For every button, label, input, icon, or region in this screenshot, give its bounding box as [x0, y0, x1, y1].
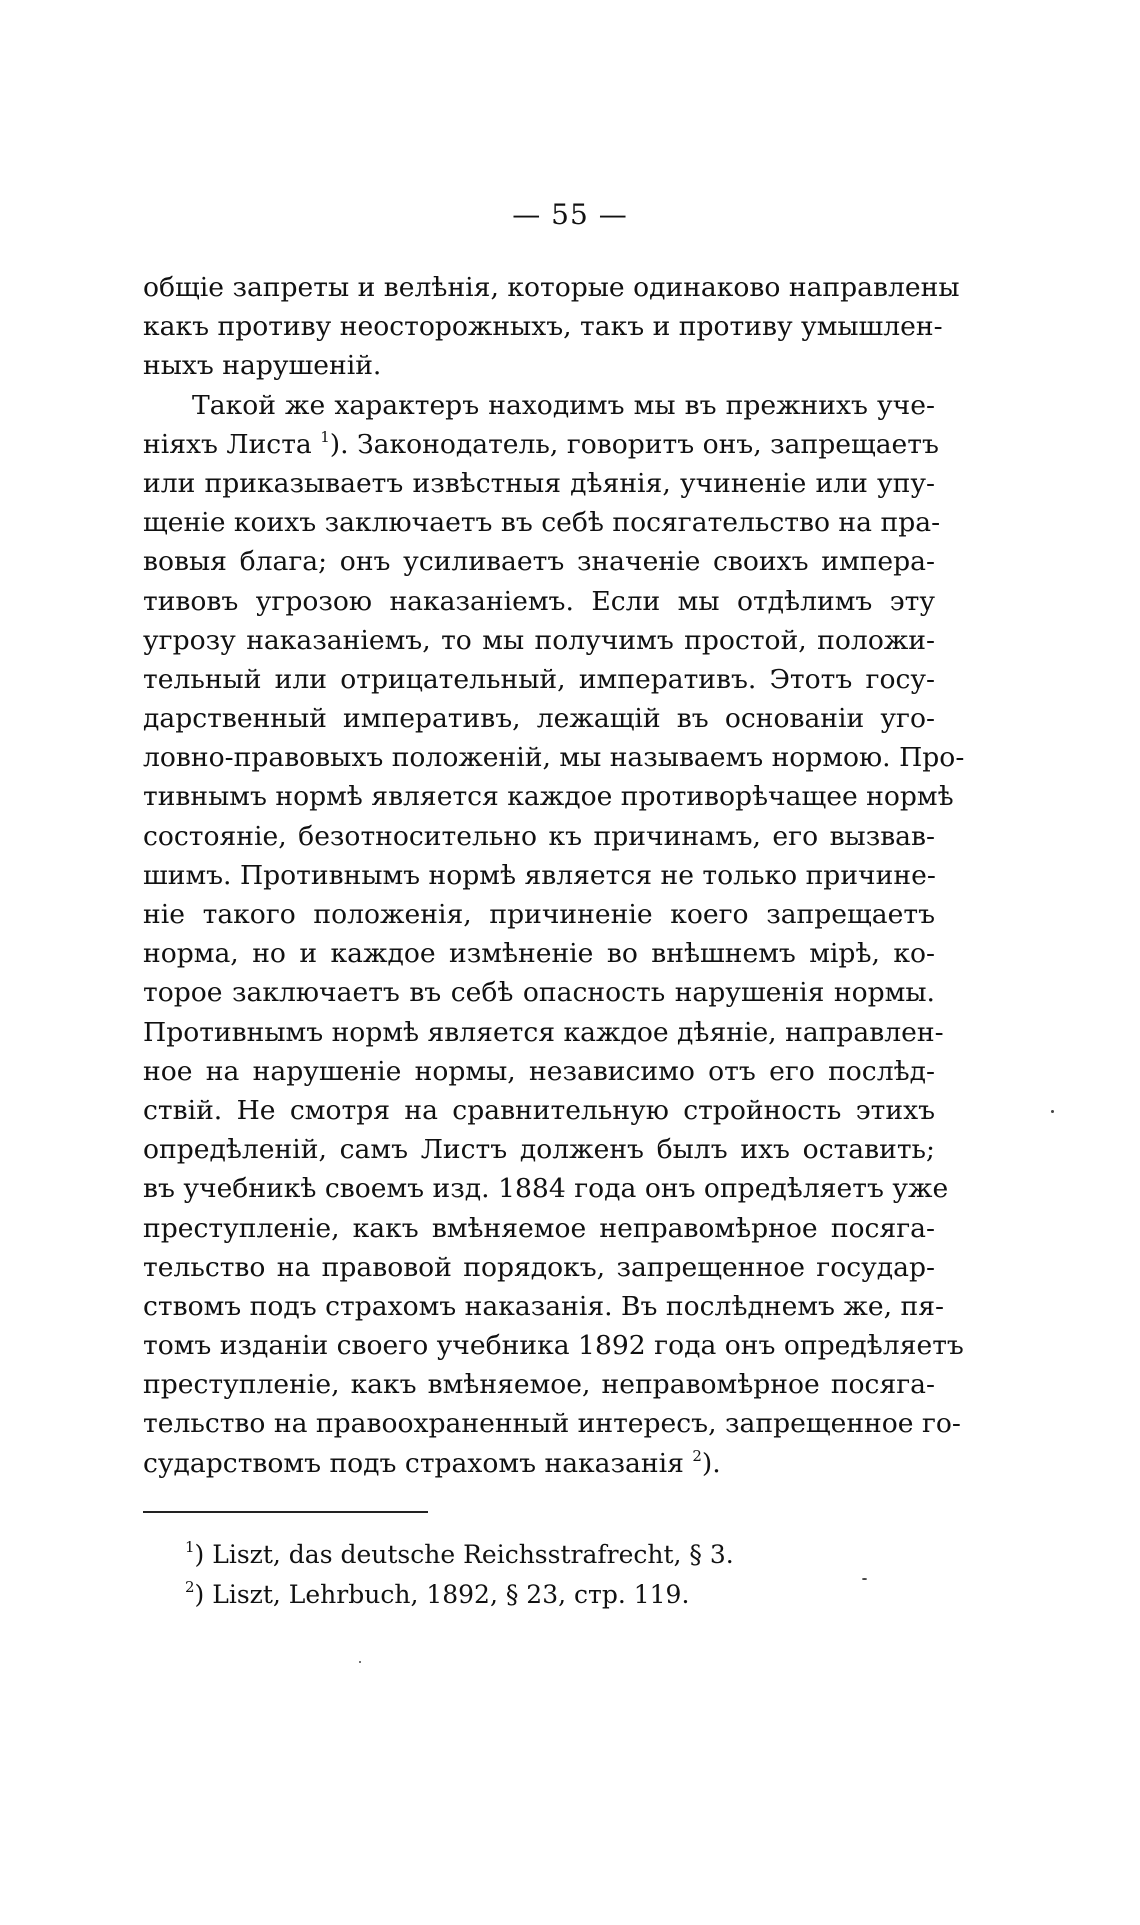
text-line: шимъ. Противнымъ нормѣ является не только причине-	[143, 859, 936, 891]
text-line: щеніе коихъ заключаетъ въ себѣ посягательство на пра-	[143, 507, 941, 539]
text-line: преступленіе, какъ вмѣняемое неправомѣрное посяга-	[143, 1212, 935, 1244]
footnote-1	[185, 1535, 905, 1575]
footnote-mark: 2	[185, 1578, 195, 1596]
text-line: торое заключаетъ въ себѣ опасность нарушенія нормы.	[143, 977, 935, 1009]
footnote-ref-1: 1	[320, 427, 330, 446]
text-line: тивовъ угрозою наказаніемъ. Если мы отдѣлимъ эту	[143, 585, 935, 617]
text-line: томъ изданіи своего учебника 1892 года онъ опредѣляетъ	[143, 1330, 964, 1362]
paper-speck	[359, 1661, 361, 1663]
text-line: состояніе, безотносительно къ причинамъ, его вызвав-	[143, 820, 935, 852]
text-line	[143, 425, 939, 464]
text-line: норма, но и каждое измѣненіе во внѣшнемъ мірѣ, ко-	[143, 938, 935, 970]
text-line: ное на нарушеніе нормы, независимо отъ его послѣд-	[143, 1055, 935, 1087]
text-fragment: ніяхъ Листа	[143, 428, 312, 460]
footnote-mark: 1	[185, 1538, 195, 1556]
text-line: Противнымъ нормѣ является каждое дѣяніе, направлен-	[143, 1016, 944, 1048]
text-line: тельный или отрицательный, императивъ. Этотъ госу-	[143, 663, 935, 695]
text-line: вовыя блага; онъ усиливаетъ значеніе своихъ импера-	[143, 546, 935, 578]
text-line: какъ противу неосторожныхъ, такъ и противу умышлен-	[143, 311, 943, 343]
text-fragment: ).	[701, 1447, 721, 1479]
text-line: опредѣленій, самъ Листъ долженъ былъ ихъ оставить;	[143, 1134, 935, 1166]
text-line: ніе такого положенія, причиненіе коего запрещаетъ	[143, 899, 935, 930]
paper-speck	[862, 1578, 867, 1580]
footnote-divider	[143, 1511, 428, 1513]
text-line	[143, 1444, 935, 1483]
text-fragment: сударствомъ подъ страхомъ наказанія	[143, 1447, 684, 1479]
text-line: тивнымъ нормѣ является каждое противорѣчащее нормѣ	[143, 781, 954, 813]
paragraph-start-line: Такой же характеръ находимъ мы въ прежнихъ уче-	[192, 389, 935, 421]
text-line: тельство на правовой порядокъ, запрещенное государ-	[143, 1251, 935, 1283]
text-line: въ учебникѣ своемъ изд. 1884 года онъ опредѣляетъ уже	[143, 1173, 949, 1205]
text-line: ловно-правовыхъ положеній, мы называемъ нормою. Про-	[143, 742, 965, 774]
footnote-text: ) Liszt, Lehrbuch, 1892, § 23, стр. 119.	[194, 1580, 690, 1609]
footnote-ref-2: 2	[692, 1446, 702, 1465]
footnote-2	[185, 1575, 905, 1615]
text-line: ныхъ нарушеній.	[143, 350, 382, 382]
text-fragment: ). Законодатель, говоритъ онъ, запрещаетъ	[329, 428, 939, 460]
text-line: преступленіе, какъ вмѣняемое, неправомѣрное посяга-	[143, 1369, 935, 1401]
footnotes	[185, 1535, 905, 1615]
text-line: или приказываетъ извѣстныя дѣянія, учиненіе или упу-	[143, 467, 935, 499]
text-line: дарственный императивъ, лежащій въ основаніи уго-	[143, 703, 935, 735]
text-line: угрозу наказаніемъ, то мы получимъ простой, положи-	[143, 624, 935, 656]
text-line: ствомъ подъ страхомъ наказанія. Въ послѣднемъ же, пя-	[143, 1290, 944, 1322]
text-line: общіе запреты и велѣнія, которые одинаково направлены	[143, 272, 960, 303]
text-line: тельство на правоохраненный интересъ, запрещенное го-	[143, 1408, 961, 1440]
text-line: ствій. Не смотря на сравнительную стройность этихъ	[143, 1094, 935, 1126]
page-number: — 55 —	[512, 198, 628, 231]
paper-speck	[1051, 1110, 1054, 1113]
footnote-text: ) Liszt, das deutsche Reichsstrafrecht, § 3.	[194, 1540, 734, 1569]
body-text	[143, 268, 965, 1483]
